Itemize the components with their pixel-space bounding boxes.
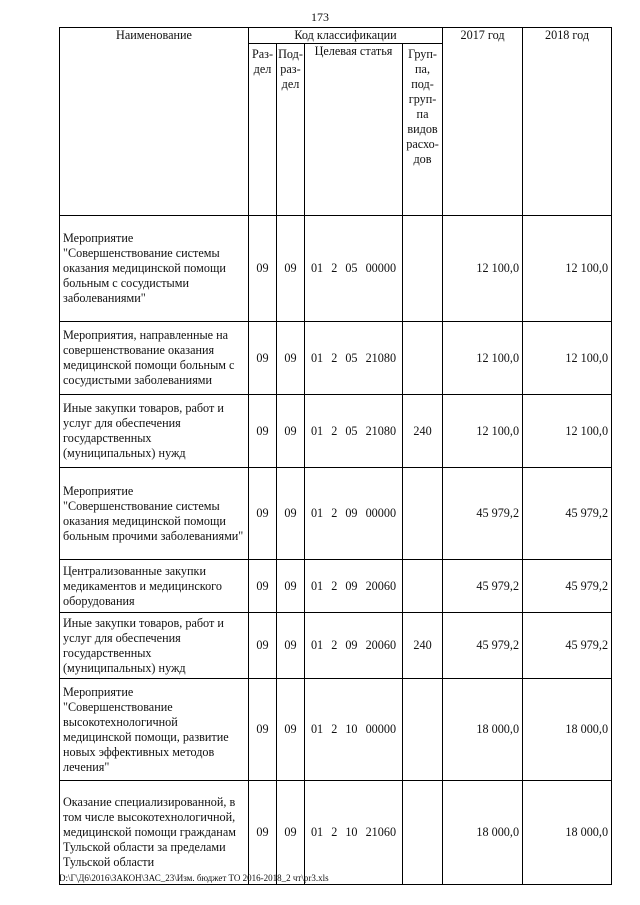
table-row: [60, 468, 612, 560]
row-name: Мероприятия, направленные на совершенствование оказания медицинской помощи больным с сосудистыми заболеваниями: [60, 322, 249, 395]
row-name: Мероприятие "Совершенствование системы оказания медицинской помощи больным прочими заболеваниями": [60, 468, 249, 560]
row-section: 09: [249, 395, 277, 468]
row-target: 01 2 10 21060: [305, 781, 403, 885]
row-group: [403, 322, 443, 395]
row-target: 01 2 09 20060: [305, 560, 403, 613]
header-target: Целевая статья: [305, 44, 403, 216]
row-section: 09: [249, 613, 277, 679]
row-target: 01 2 05 00000: [305, 216, 403, 322]
header-subsection: Под- раз- дел: [277, 44, 305, 216]
row-value-2017: 45 979,2: [443, 468, 523, 560]
row-section: 09: [249, 560, 277, 613]
row-value-2017: 45 979,2: [443, 613, 523, 679]
row-target: 01 2 09 00000: [305, 468, 403, 560]
row-group: [403, 781, 443, 885]
table-row: [60, 781, 612, 885]
row-value-2017: 18 000,0: [443, 781, 523, 885]
table-row: [60, 322, 612, 395]
row-value-2017: 12 100,0: [443, 322, 523, 395]
row-subsection: 09: [277, 679, 305, 781]
row-value-2018: 18 000,0: [523, 679, 612, 781]
row-section: 09: [249, 468, 277, 560]
row-subsection: 09: [277, 395, 305, 468]
row-name: Централизованные закупки медикаментов и медицинского оборудования: [60, 560, 249, 613]
row-subsection: 09: [277, 560, 305, 613]
row-subsection: 09: [277, 322, 305, 395]
row-value-2017: 12 100,0: [443, 216, 523, 322]
row-section: 09: [249, 216, 277, 322]
row-target: 01 2 09 20060: [305, 613, 403, 679]
row-value-2018: 12 100,0: [523, 216, 612, 322]
row-group: [403, 216, 443, 322]
header-classification: Код классификации: [249, 28, 443, 44]
row-target: 01 2 10 00000: [305, 679, 403, 781]
file-path-footer: D:\Г\Д6\2016\ЗАКОН\ЗАС_23\Изм. бюджет ТО 2016-2018_2 чт\pr3.xls: [59, 873, 329, 883]
budget-table: [59, 27, 612, 885]
row-group: 240: [403, 395, 443, 468]
row-value-2018: 45 979,2: [523, 613, 612, 679]
row-value-2018: 12 100,0: [523, 322, 612, 395]
row-group: [403, 679, 443, 781]
row-name: Иные закупки товаров, работ и услуг для обеспечения государственных (муниципальных) нужд: [60, 395, 249, 468]
row-value-2018: 45 979,2: [523, 560, 612, 613]
row-subsection: 09: [277, 216, 305, 322]
row-name: Мероприятие "Совершенствование системы оказания медицинской помощи больным с сосудистыми заболеваниями": [60, 216, 249, 322]
page-number: 173: [311, 10, 329, 24]
header-name: Наименование: [60, 28, 249, 216]
table-row: [60, 560, 612, 613]
row-value-2018: 12 100,0: [523, 395, 612, 468]
table-row: [60, 395, 612, 468]
row-subsection: 09: [277, 613, 305, 679]
row-section: 09: [249, 781, 277, 885]
header-group: Груп- па, под- груп- па видов расхо- дов: [403, 44, 443, 216]
row-name: Мероприятие "Совершенствование высокотехнологичной медицинской помощи, развитие новых эффективных методов лечения": [60, 679, 249, 781]
row-subsection: 09: [277, 468, 305, 560]
row-section: 09: [249, 322, 277, 395]
row-target: 01 2 05 21080: [305, 322, 403, 395]
row-name: Иные закупки товаров, работ и услуг для обеспечения государственных (муниципальных) нужд: [60, 613, 249, 679]
row-value-2017: 45 979,2: [443, 560, 523, 613]
row-value-2018: 18 000,0: [523, 781, 612, 885]
row-value-2018: 45 979,2: [523, 468, 612, 560]
row-target: 01 2 05 21080: [305, 395, 403, 468]
row-group: [403, 468, 443, 560]
row-group: [403, 560, 443, 613]
row-section: 09: [249, 679, 277, 781]
header-2017: 2017 год: [443, 28, 523, 216]
row-name: Оказание специализированной, в том числе высокотехнологичной, медицинской помощи гражданам Тульской области за пределами Тульской области: [60, 781, 249, 885]
header-2018: 2018 год: [523, 28, 612, 216]
table-row: [60, 216, 612, 322]
row-subsection: 09: [277, 781, 305, 885]
table-row: [60, 613, 612, 679]
table-row: [60, 679, 612, 781]
row-value-2017: 18 000,0: [443, 679, 523, 781]
row-group: 240: [403, 613, 443, 679]
row-value-2017: 12 100,0: [443, 395, 523, 468]
header-section: Раз- дел: [249, 44, 277, 216]
